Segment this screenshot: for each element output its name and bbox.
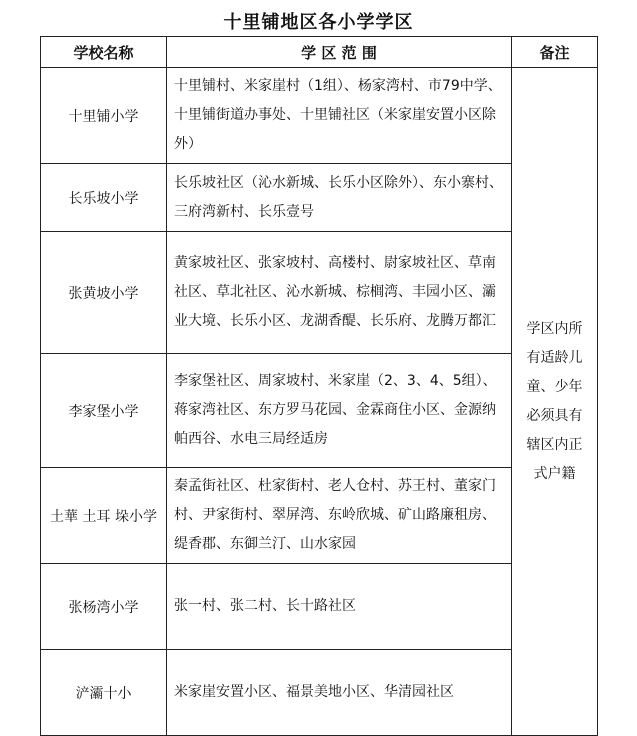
school-name: 长乐坡小学 (41, 164, 167, 232)
district-range: 张一村、张二村、长十路社区 (167, 564, 512, 650)
header-school: 学校名称 (41, 37, 167, 68)
table-row (41, 68, 598, 164)
school-name: 浐灞十小 (41, 650, 167, 736)
district-range: 长乐坡社区（沁水新城、长乐小区除外）、东小寨村、三府湾新村、长乐壹号 (167, 164, 512, 232)
district-range: 黄家坡社区、张家坡村、高楼村、尉家坡社区、草南社区、草北社区、沁水新城、棕榈湾、丰园小区、灞业大境、长乐小区、龙湖香醍、长乐府、龙腾万都汇 (167, 232, 512, 354)
school-name: 土華 土耳 垛小学 (41, 468, 167, 564)
table-header-row (41, 37, 598, 68)
remarks-cell: 学区内所有适龄儿童、少年必须具有辖区内正式户籍 (512, 68, 598, 736)
header-note: 备注 (512, 37, 598, 68)
district-range: 十里铺村、米家崖村（1组）、杨家湾村、市79中学、十里铺街道办事处、十里铺社区（米家崖安置小区除外） (167, 68, 512, 164)
district-range: 秦孟街社区、杜家街村、老人仓村、苏王村、董家门村、尹家街村、翠屏湾、东岭欣城、矿山路廉租房、缇香郡、东御兰汀、山水家园 (167, 468, 512, 564)
page-title: 十里铺地区各小学学区 (223, 12, 414, 33)
school-name: 张黄坡小学 (41, 232, 167, 354)
school-name: 张杨湾小学 (41, 564, 167, 650)
district-range: 李家堡社区、周家坡村、米家崖（2、3、4、5组）、蒋家湾社区、东方罗马花园、金霖商住小区、金源纳帕西谷、水电三局经适房 (167, 354, 512, 468)
district-range: 米家崖安置小区、福景美地小区、华清园社区 (167, 650, 512, 736)
school-name: 李家堡小学 (41, 354, 167, 468)
school-name: 十里铺小学 (41, 68, 167, 164)
school-district-table (40, 36, 598, 736)
header-range: 学 区 范 围 (167, 37, 512, 68)
